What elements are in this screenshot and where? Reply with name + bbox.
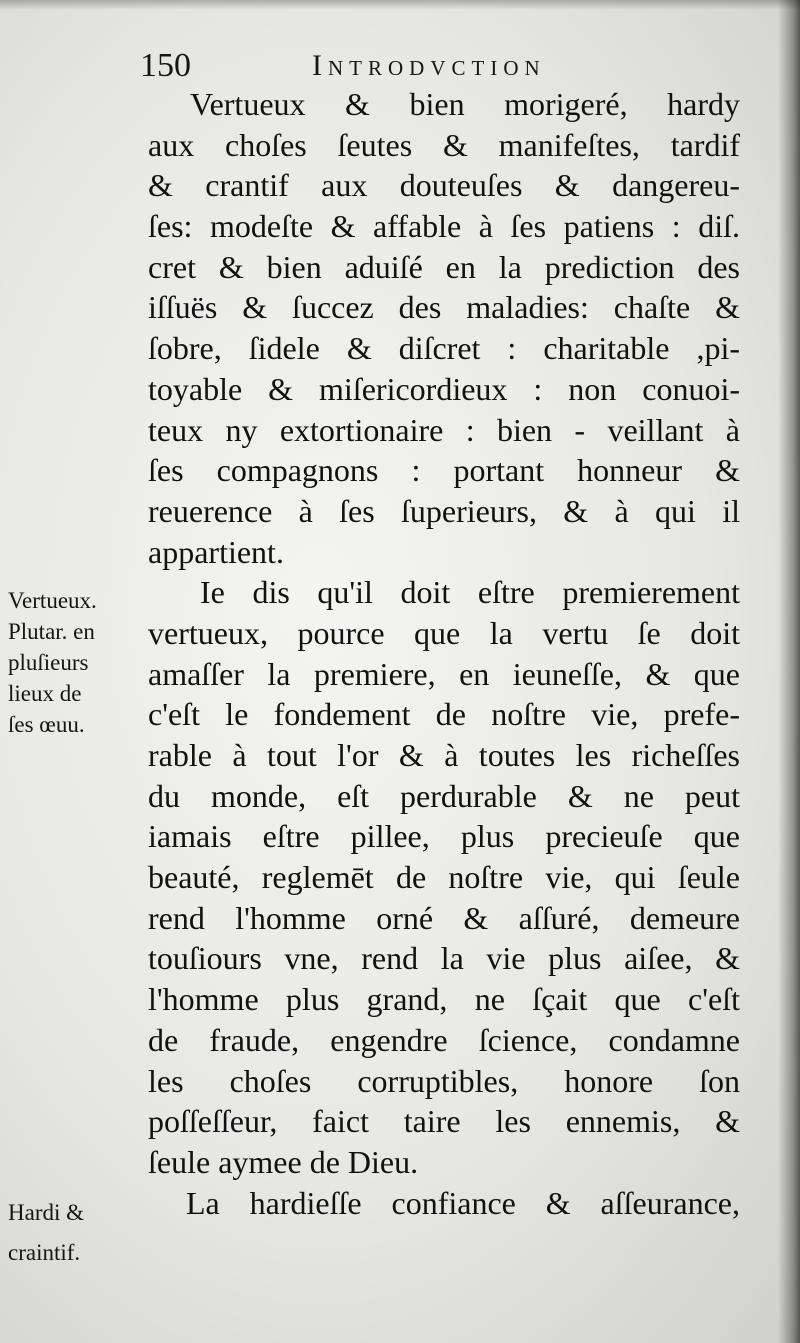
margin-note-line: lieux de [8, 681, 82, 706]
text-line: La hardieſſe confiance & aſſeurance, [186, 1184, 740, 1221]
margin-note-line: Vertueux. [8, 588, 97, 613]
text-line: poſſeſſeur, faict taire les ennemis, & [148, 1103, 740, 1140]
text-line: de fraude, engendre ſcience, condamne [148, 1021, 740, 1058]
text-line: touſiours vne, rend la vie plus aiſee, & [148, 940, 740, 977]
text-line: les choſes corruptibles, honore ſon [148, 1062, 740, 1099]
text-line: reuerence à ſes ſuperieurs, & à qui il [148, 492, 740, 529]
text-line: aux choſes ſeutes & manifeſtes, tardif [148, 126, 740, 163]
body-text [148, 84, 740, 1223]
text-line: c'eſt le fondement de noſtre vie, prefe- [148, 696, 740, 733]
page-number: 150 [140, 47, 191, 84]
margin-note-line: ſes œuu. [8, 712, 85, 737]
text-line: Ie dis qu'il doit eſtre premierement [200, 574, 740, 611]
text-line: teux ny extortionaire : bien - veillant à [148, 411, 740, 448]
text-line: ſes: modeſte & affable à ſes patiens : diſ. [148, 208, 740, 245]
page-edge-shadow [778, 0, 800, 1343]
text-line: rend l'homme orné & aſſuré, demeure [148, 899, 740, 936]
text-line: Vertueux & bien morigeré, hardy [190, 86, 740, 122]
margin-note-line: craintif. [8, 1240, 81, 1265]
margin-note-vertueux [8, 585, 148, 740]
text-line: amaſſer la premiere, en ieuneſſe, & que [148, 655, 740, 692]
text-line: du monde, eſt perdurable & ne peut [148, 777, 740, 814]
text-line: iſſuës & ſuccez des maladies: chaſte & [148, 289, 740, 326]
margin-note-line: Hardi & [8, 1200, 85, 1225]
text-line: & crantif aux douteuſes & dangereu- [148, 167, 740, 204]
page-header [140, 44, 740, 88]
page-top-shadow [0, 0, 800, 10]
margin-note-line: Plutar. en [8, 619, 95, 644]
margin-note-line: pluſieurs [8, 650, 89, 675]
text-line: appartient. [148, 533, 284, 570]
text-line: rable à tout l'or & à toutes les richeſſes [148, 737, 740, 773]
text-line: ſeule aymee de Dieu. [148, 1143, 419, 1180]
text-line: ſobre, ſidele & diſcret : charitable ,pi- [148, 330, 740, 367]
text-line: ſes compagnons : portant honneur & [148, 452, 740, 489]
margin-note-hardi [8, 1193, 148, 1273]
text-line: beauté, reglemēt de noſtre vie, qui ſeule [148, 859, 740, 896]
text-line: iamais eſtre pillee, plus precieuſe que [148, 818, 740, 855]
text-line: vertueux, pource que la vertu ſe doit [148, 614, 740, 651]
text-line: cret & bien aduiſé en la prediction des [148, 248, 740, 285]
running-title: Introdvction [312, 49, 546, 82]
text-line: toyable & miſericordieux : non conuoi- [148, 370, 740, 407]
text-line: l'homme plus grand, ne ſçait que c'eſt [148, 981, 740, 1018]
